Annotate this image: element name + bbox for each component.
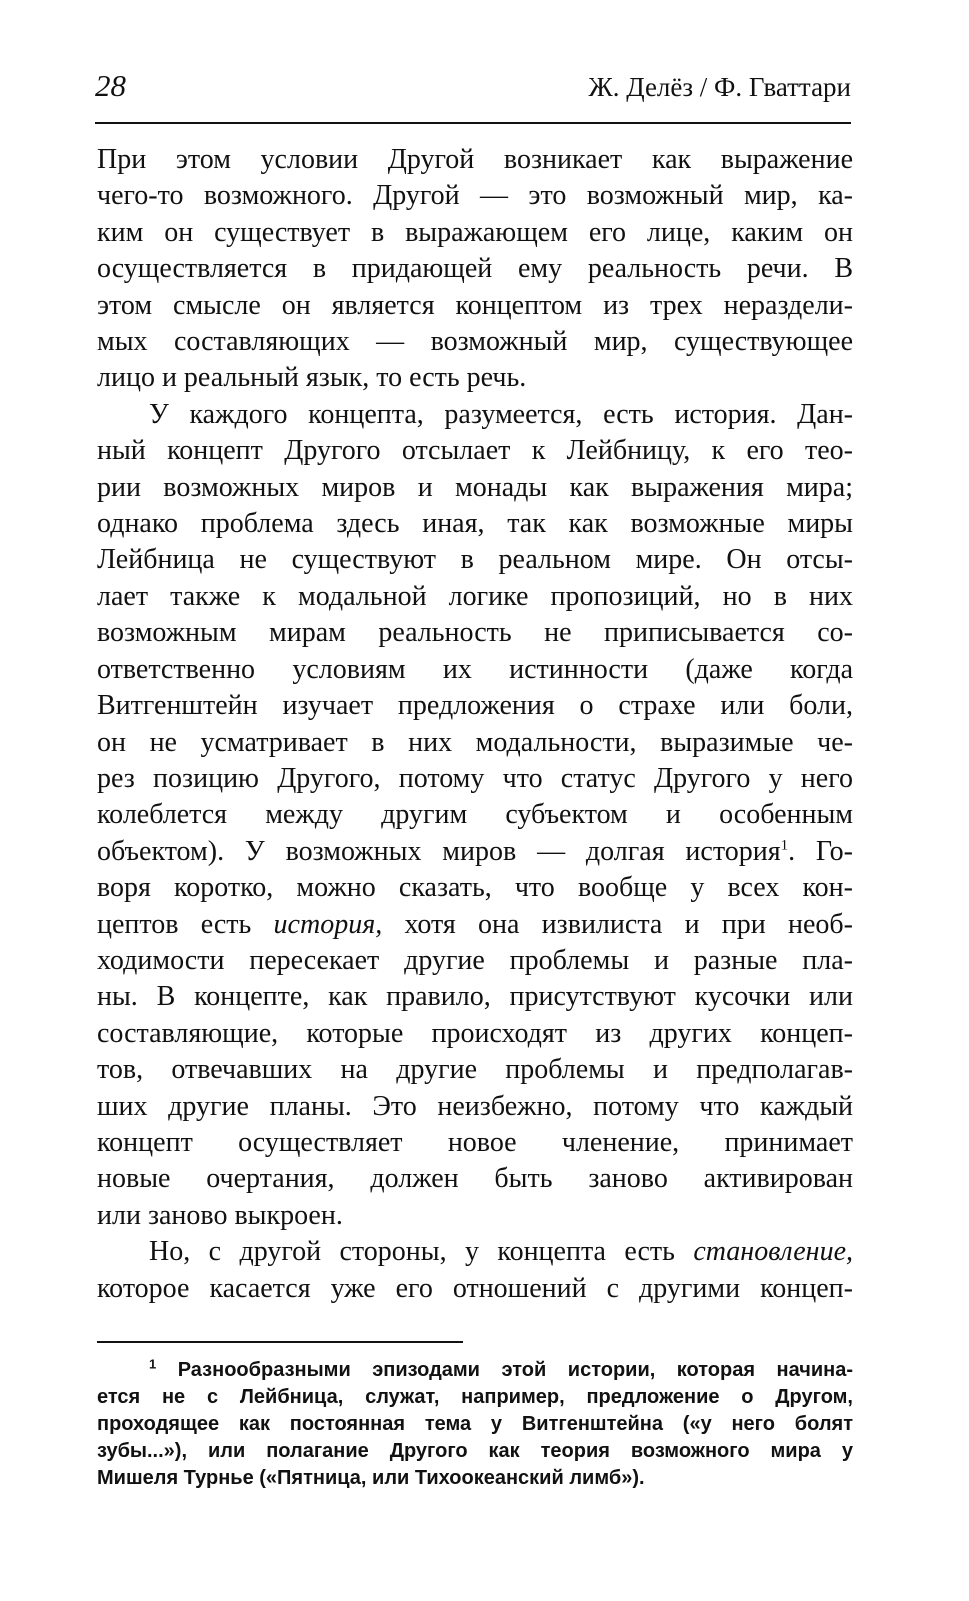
text-segment: объектом). У возможных миров — долгая история <box>97 835 781 867</box>
text-line: Витгенштейн изучает предложения о страхе или боли, <box>97 690 853 722</box>
footnote-marker: 1 <box>149 1356 157 1372</box>
header-divider <box>95 122 851 124</box>
text-line: ходимости пересекает другие проблемы и разные пла- <box>97 944 853 976</box>
text-line-with-emphasis <box>97 907 853 943</box>
footnote-line: зубы...»), или полагание Другого как теория возможного мира у <box>97 1440 853 1462</box>
text-line: новые очертания, должен быть заново активирован <box>97 1163 853 1195</box>
footnote-reference[interactable]: 1 <box>780 837 789 854</box>
text-line: ответственно условиям их истинности (даже когда <box>97 653 853 685</box>
text-line: концепт осуществляет новое членение, принимает <box>97 1126 853 1158</box>
text-line: или заново выкроен. <box>97 1199 343 1231</box>
text-line: ших другие планы. Это неизбежно, потому что каждый <box>97 1090 853 1122</box>
text-segment: цептов есть <box>97 908 274 940</box>
text-line: ны. В концепте, как правило, присутствуют кусочки или <box>97 981 853 1013</box>
text-line: мых составляющих — возможный мир, существующее <box>97 326 853 358</box>
text-line: возможным мирам реальность не приписывается со- <box>97 617 853 649</box>
footnote-divider <box>97 1341 463 1343</box>
page-number: 28 <box>95 68 126 103</box>
text-line: тов, отвечавших на другие проблемы и предполагав- <box>97 1054 853 1086</box>
text-line: этом смысле он является концептом из трех нераздели- <box>97 289 853 321</box>
text-line: воря коротко, можно сказать, что вообще у всех кон- <box>97 872 853 904</box>
emphasis-term: история, <box>273 908 383 940</box>
text-line-with-emphasis <box>97 1234 853 1270</box>
text-line: рез позицию Другого, потому что статус Другого у него <box>97 762 853 794</box>
text-line: лает также к модальной логике пропозиций, но в них <box>97 580 853 612</box>
footnote-line: Мишеля Турнье («Пятница, или Тихоокеанский лимб»). <box>97 1467 645 1489</box>
text-segment: хотя она извилиста и при необ- <box>382 908 853 940</box>
text-line: рии возможных миров и монады как выражения мира; <box>97 471 853 503</box>
text-line: У каждого концепта, разумеется, есть история. Дан- <box>149 398 853 430</box>
text-line: составляющие, которые происходят из других концеп- <box>97 1017 853 1049</box>
text-line: колеблется между другим субъектом и особенным <box>97 799 853 831</box>
text-segment: Но, с другой стороны, у концепта есть <box>149 1236 694 1268</box>
text-line: ким он существует в выражающем его лице, каким он <box>97 216 853 248</box>
text-line: чего-то возможного. Другой — это возможный мир, ка- <box>97 180 853 212</box>
text-line: он не усматривает в них модальности, выразимые че- <box>97 726 853 758</box>
running-title: Ж. Делёз / Ф. Гваттари <box>588 72 851 102</box>
text-line: При этом условии Другой возникает как выражение <box>97 144 853 175</box>
text-line: ный концепт Другого отсылает к Лейбницу, к его тео- <box>97 435 853 467</box>
main-text <box>97 142 853 1307</box>
emphasis-term: становление, <box>693 1236 853 1268</box>
footnote-line: ется не с Лейбница, служат, например, предложение о Другом, <box>97 1386 853 1408</box>
text-line: осуществляется в придающей ему реальность речи. В <box>97 253 853 285</box>
footnote-line: проходящее как постоянная тема у Витгенштейна («у него болят <box>97 1413 853 1435</box>
text-segment: . Го- <box>788 835 853 867</box>
text-line: лицо и реальный язык, то есть речь. <box>97 362 527 394</box>
page-header <box>95 68 851 104</box>
text-line: Лейбница не существуют в реальном мире. Он отсы- <box>97 544 853 576</box>
text-segment: Разнообразными эпизодами этой истории, которая начина- <box>177 1359 853 1381</box>
footnote-line <box>97 1357 853 1384</box>
text-line: которое касается уже его отношений с другими концеп- <box>97 1272 853 1304</box>
footnote <box>97 1357 853 1492</box>
text-line: однако проблема здесь иная, так как возможные миры <box>97 508 853 540</box>
text-line-with-footnote-ref <box>97 834 853 870</box>
